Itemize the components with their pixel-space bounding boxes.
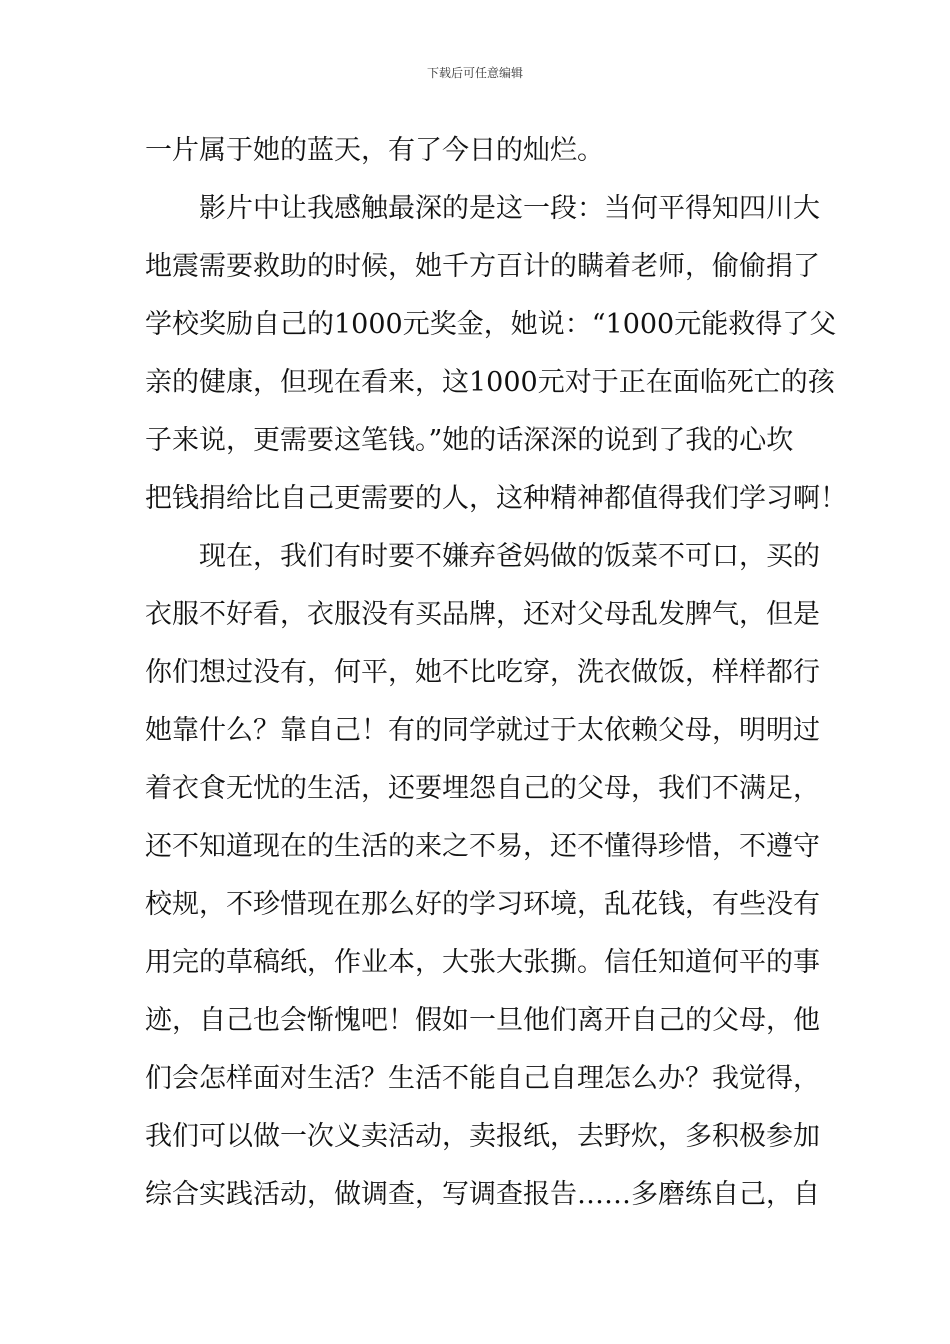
body-text-line: 还不知道现在的生活的来之不易，还不懂得珍惜，不遵守 [145, 831, 820, 862]
body-text-line: 影片中让我感触最深的是这一段：当何平得知四川大 [145, 193, 820, 224]
body-text-line: 我们可以做一次义卖活动，卖报纸，去野炊，多积极参加 [145, 1121, 820, 1152]
body-text-line: 一片属于她的蓝天，有了今日的灿烂。 [145, 135, 604, 166]
body-text-line: 你们想过没有，何平，她不比吃穿，洗衣做饭，样样都行 [145, 657, 820, 688]
body-text-line: 着衣食无忧的生活，还要埋怨自己的父母，我们不满足， [145, 773, 820, 804]
body-text-line: 把钱捐给比自己更需要的人，这种精神都值得我们学习啊！ [145, 483, 847, 514]
body-text-line: 综合实践活动，做调查，写调查报告……多磨练自己，自 [145, 1179, 820, 1210]
body-text-line: 学校奖励自己的1000元奖金，她说：“1000元能救得了父 [145, 309, 837, 340]
body-text-line: 校规，不珍惜现在那么好的学习环境，乱花钱，有些没有 [145, 889, 820, 920]
body-text-line: 衣服不好看，衣服没有买品牌，还对父母乱发脾气，但是 [145, 599, 820, 630]
body-text-line: 她靠什么？靠自己！有的同学就过于太依赖父母，明明过 [145, 715, 820, 746]
body-text-line: 用完的草稿纸，作业本，大张大张撕。信任知道何平的事 [145, 947, 820, 978]
body-text-line: 子来说，更需要这笔钱。”她的话深深的说到了我的心坎 [145, 425, 794, 456]
page-header-note: 下载后可任意编辑 [426, 66, 523, 80]
body-text-line: 现在，我们有时要不嫌弃爸妈做的饭菜不可口，买的 [145, 541, 820, 572]
body-text-line: 地震需要救助的时候，她千方百计的瞒着老师，偷偷捐了 [145, 251, 820, 282]
body-text-line: 们会怎样面对生活？生活不能自己自理怎么办？我觉得， [145, 1063, 820, 1094]
body-text-line: 迹，自己也会惭愧吧！假如一旦他们离开自己的父母，他 [145, 1005, 820, 1036]
body-text-line: 亲的健康，但现在看来，这1000元对于正在面临死亡的孩 [145, 367, 835, 398]
